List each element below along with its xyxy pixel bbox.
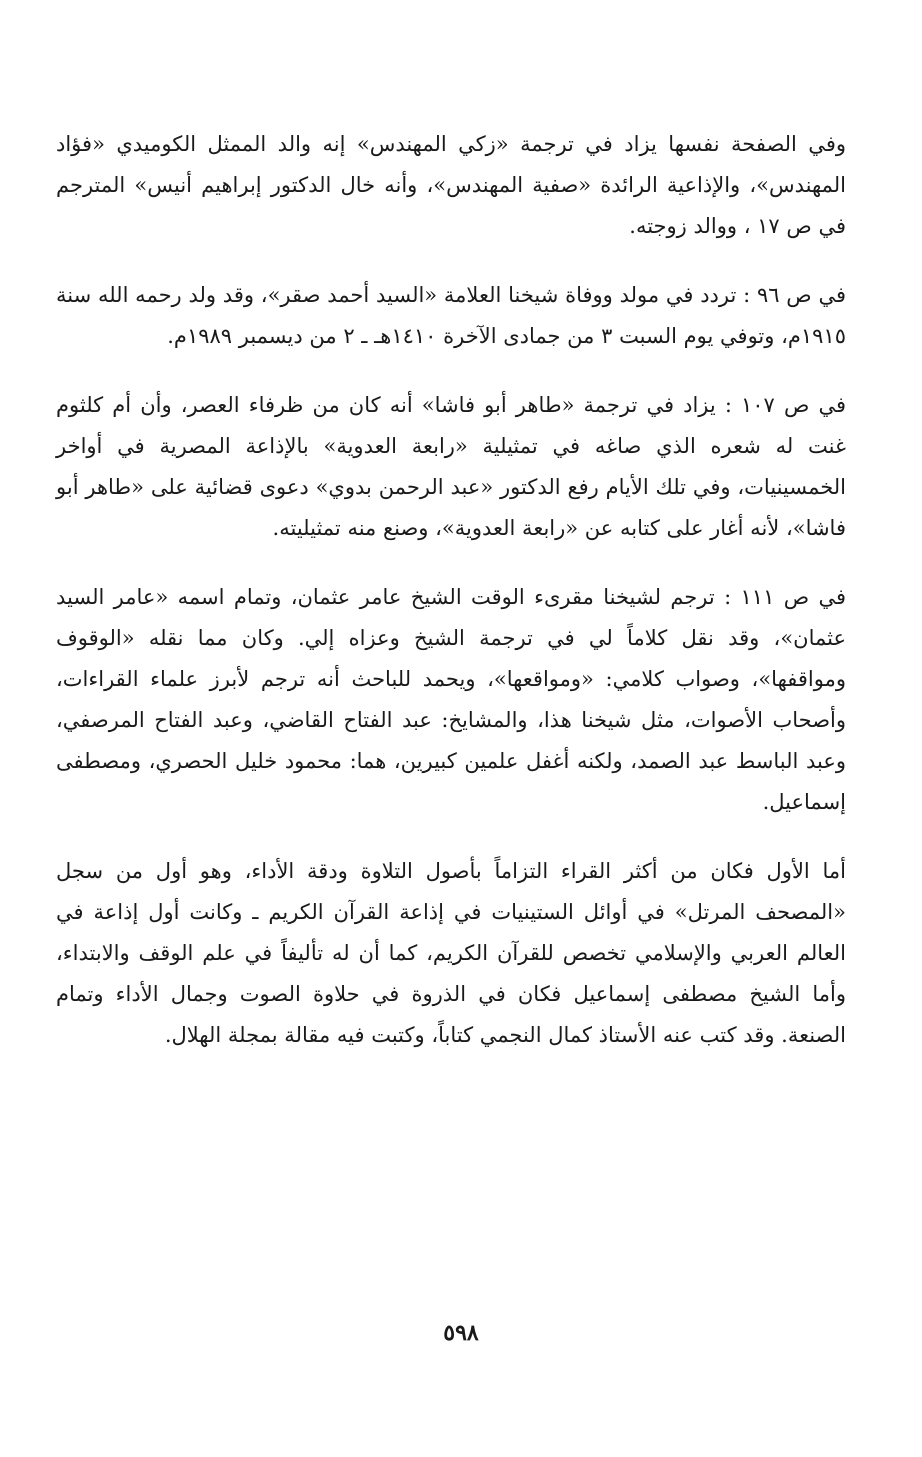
paragraph-first-reciter: أما الأول فكان من أكثر القراء التزاماً بأصول التلاوة ودقة الأداء، وهو أول من سجل «المصحف المرتل» في أوائل الستينيات في إذاعة القرآن الكريم ـ وكانت أول إذاعة في العالم العربي والإسلامي تخصص للقرآن الكريم، كما أن له تأليفاً في علم الوقف والابتداء، وأما الشيخ مصطفى إسماعيل فكان في الذروة في حلاوة الصوت وجمال الأداء وتمام الصنعة. وقد كتب عنه الأستاذ كمال النجمي كتاباً، وكتبت فيه مقالة بمجلة الهلال.: [56, 859, 846, 1047]
paragraph-page-96: في ص ٩٦ : تردد في مولد ووفاة شيخنا العلامة «السيد أحمد صقر»، وقد ولد رحمه الله سنة ١٩١٥م، وتوفي يوم السبت ٣ من جمادى الآخرة ١٤١٠هـ ـ ٢ من ديسمبر ١٩٨٩م.: [56, 283, 846, 348]
paragraph-page-107: في ص ١٠٧ : يزاد في ترجمة «طاهر أبو فاشا» أنه كان من ظرفاء العصر، وأن أم كلثوم غنت له شعره الذي صاغه في تمثيلية «رابعة العدوية» بالإذاعة المصرية في أواخر الخمسينيات، وفي تلك الأيام رفع الدكتور «عبد الرحمن بدوي» دعوى قضائية على «طاهر أبو فاشا»، لأنه أغار على كتابه عن «رابعة العدوية»، وصنع منه تمثيليته.: [56, 393, 846, 540]
paragraph-zaki-almohandes: وفي الصفحة نفسها يزاد في ترجمة «زكي المهندس» إنه والد الممثل الكوميدي «فؤاد المهندس»، والإذاعية الرائدة «صفية المهندس»، وأنه خال الدكتور إبراهيم أنيس» المترجم في ص ١٧ ، ووالد زوجته.: [56, 132, 846, 238]
page-body: [56, 124, 846, 1084]
paragraph-page-111: في ص ١١١ : ترجم لشيخنا مقرىء الوقت الشيخ عامر عثمان، وتمام اسمه «عامر السيد عثمان»، وقد نقل كلاماً لي في ترجمة الشيخ وعزاه إلي. وكان مما نقله «الوقوف ومواقفها»، وصواب كلامي: «ومواقعها»، ويحمد للباحث أنه ترجم لأبرز علماء القراءات، وأصحاب الأصوات، مثل شيخنا هذا، والمشايخ: عبد الفتاح القاضي، وعبد الفتاح المرصفي، وعبد الباسط عبد الصمد، ولكنه أغفل علمين كبيرين، هما: محمود خليل الحصري، ومصطفى إسماعيل.: [56, 585, 846, 814]
page-number: ٥٩٨: [443, 1320, 479, 1346]
